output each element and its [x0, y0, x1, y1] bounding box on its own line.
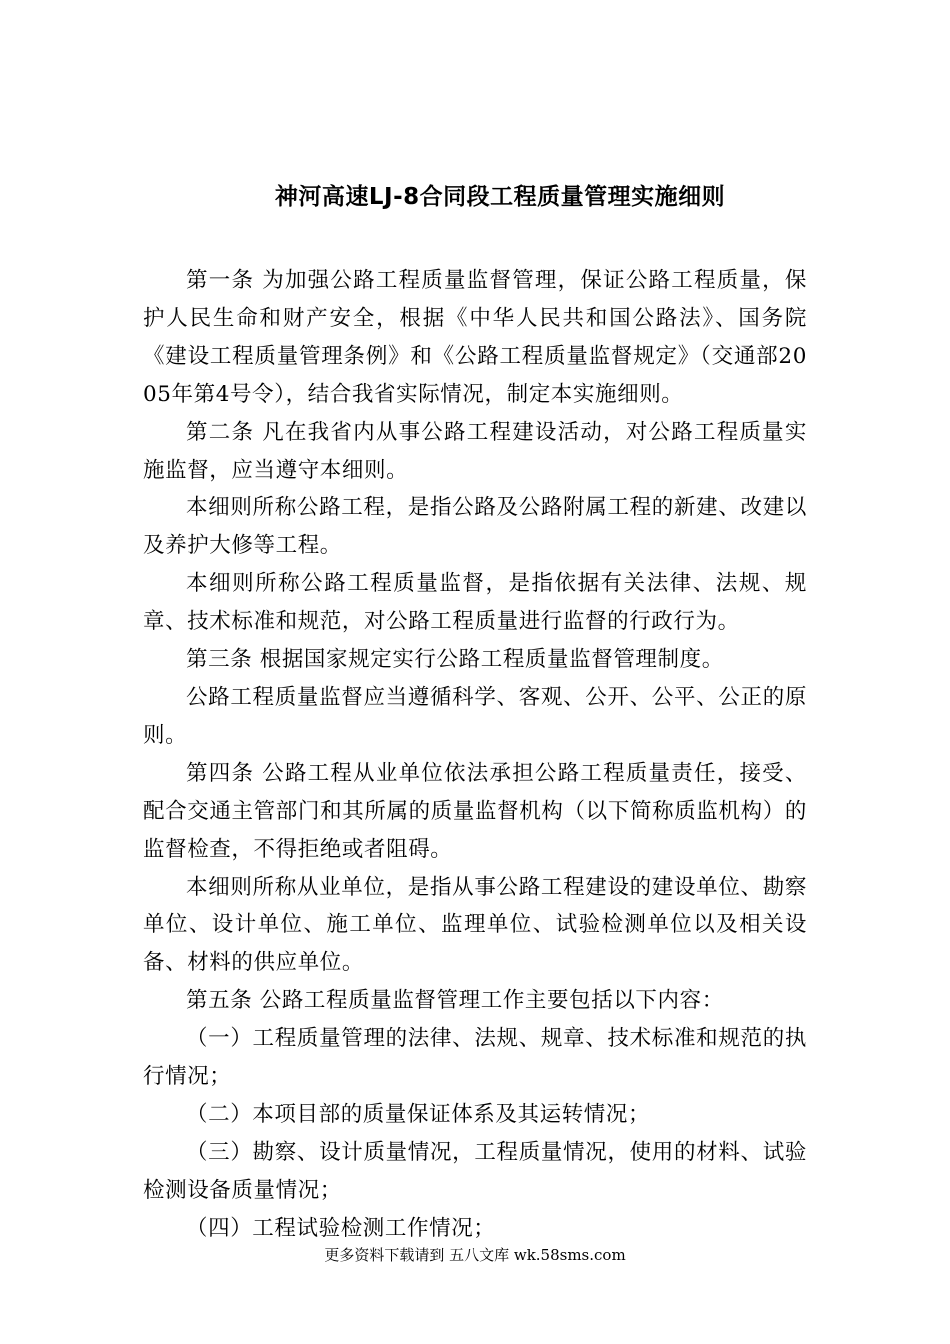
document-body — [143, 262, 807, 1248]
document-title: 神河高速LJ-8合同段工程质量管理实施细则 — [274, 184, 726, 210]
page-footer: 更多资料下载请到 五八文库 wk.58sms.com — [324, 1246, 626, 1264]
list-item-1: （一）工程质量管理的法律、法规、规章、技术标准和规范的执行情况； — [143, 1026, 807, 1090]
paragraph-definition-units: 本细则所称从业单位，是指从事公路工程建设的建设单位、勘察单位、设计单位、施工单位、监理单位、试验检测单位以及相关设备、材料的供应单位。 — [143, 874, 807, 976]
paragraph-principles: 公路工程质量监督应当遵循科学、客观、公开、公平、公正的原则。 — [143, 684, 807, 748]
paragraph-article-5: 第五条 公路工程质量监督管理工作主要包括以下内容： — [186, 988, 724, 1014]
paragraph-definition-highway: 本细则所称公路工程，是指公路及公路附属工程的新建、改建以及养护大修等工程。 — [143, 495, 807, 559]
list-item-4: （四）工程试验检测工作情况； — [186, 1215, 496, 1241]
list-item-3: （三）勘察、设计质量情况，工程质量情况，使用的材料、试验检测设备质量情况； — [143, 1139, 807, 1203]
list-item-2: （二）本项目部的质量保证体系及其运转情况； — [186, 1101, 651, 1127]
paragraph-article-3: 第三条 根据国家规定实行公路工程质量监督管理制度。 — [186, 647, 724, 673]
paragraph-article-2: 第二条 凡在我省内从事公路工程建设活动，对公路工程质量实施监督，应当遵守本细则。 — [143, 419, 807, 483]
paragraph-article-1: 第一条 为加强公路工程质量监督管理，保证公路工程质量，保护人民生命和财产安全，根据《中华人民共和国公路法》、国务院《建设工程质量管理条例》和《公路工程质量监督规定》（交通部2005年第4号令），结合我省实际情况，制定本实施细则。 — [143, 268, 807, 407]
paragraph-definition-supervision: 本细则所称公路工程质量监督，是指依据有关法律、法规、规章、技术标准和规范，对公路工程质量进行监督的行政行为。 — [143, 571, 807, 635]
paragraph-article-4: 第四条 公路工程从业单位依法承担公路工程质量责任，接受、配合交通主管部门和其所属的质量监督机构（以下简称质监机构）的监督检查，不得拒绝或者阻碍。 — [143, 760, 807, 862]
